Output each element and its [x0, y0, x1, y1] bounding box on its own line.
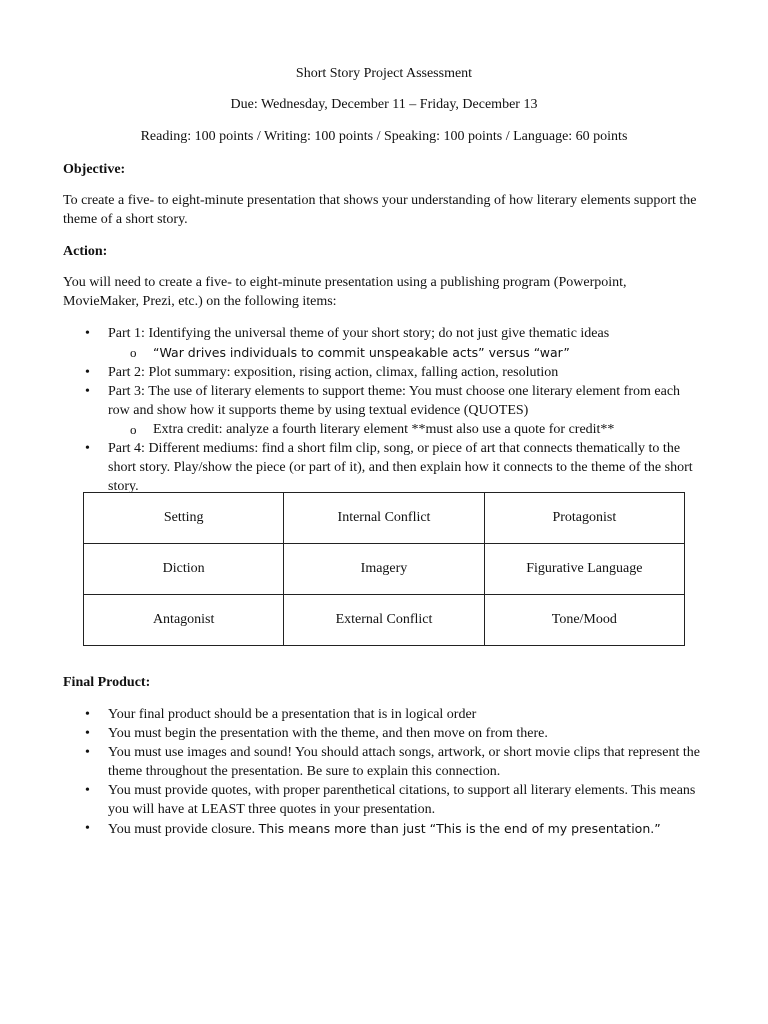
action-part-1: Part 1: Identifying the universal theme of your short story; do not just give thematic ideas: [108, 326, 610, 341]
list-item: [63, 363, 703, 382]
table-cell: Antagonist: [84, 595, 284, 646]
list-item: [63, 819, 703, 839]
table-cell: Figurative Language: [484, 544, 684, 595]
closure-text: You must provide closure.: [108, 822, 256, 837]
list-item: • You must use images and sound! You should attach songs, artwork, or short movie clips that represent the theme throughout the presentation. Be sure to explain this connection.: [63, 743, 703, 781]
action-heading: Action:: [63, 244, 108, 259]
due-dates: Due: Wednesday, December 11 – Friday, December 13: [230, 97, 538, 112]
table-cell: Internal Conflict: [284, 493, 484, 544]
table-cell: External Conflict: [284, 595, 484, 646]
sub-list-item: [108, 343, 703, 363]
action-part-2: Part 2: Plot summary: exposition, rising action, climax, falling action, resolution: [108, 365, 559, 380]
action-list: [63, 324, 703, 496]
objective-text: To create a five- to eight-minute presentation that shows your understanding of how literary elements support the theme of a short story.: [63, 193, 697, 227]
action-part-3: Part 3: The use of literary elements to support theme: You must choose one literary element from each row and show how it supports theme by using textual evidence (QUOTES): [108, 384, 681, 418]
action-intro: You will need to create a five- to eight-minute presentation using a publishing program (Powerpoint, MovieMaker, Prezi, etc.) on the following items:: [63, 275, 627, 309]
sub-list-item: [108, 420, 703, 439]
closure-quote: This means more than just “This is the end of my presentation.”: [258, 821, 661, 836]
final-product-list: [63, 705, 703, 839]
table-cell: Setting: [84, 493, 284, 544]
list-item: • You must provide quotes, with proper parenthetical citations, to support all literary elements. This means you will have at LEAST three quotes in your presentation.: [63, 781, 703, 819]
theme-example: “War drives individuals to commit unspeakable acts” versus “war”: [153, 345, 570, 360]
literary-elements-table: [83, 492, 685, 646]
table-row: [84, 595, 685, 646]
list-item: [63, 439, 703, 496]
document-title: Short Story Project Assessment: [295, 66, 473, 81]
final-product-heading: Final Product:: [63, 675, 151, 690]
points-breakdown: Reading: 100 points / Writing: 100 points / Speaking: 100 points / Language: 60 points: [140, 129, 628, 144]
table-cell: Protagonist: [484, 493, 684, 544]
extra-credit-note: Extra credit: analyze a fourth literary element **must also use a quote for credit**: [153, 422, 615, 437]
table-row: [84, 544, 685, 595]
table-row: [84, 493, 685, 544]
list-item: • Your final product should be a presentation that is in logical order: [63, 705, 703, 724]
table-cell: Diction: [84, 544, 284, 595]
table-cell: Imagery: [284, 544, 484, 595]
list-item: • You must begin the presentation with the theme, and then move on from there.: [63, 724, 703, 743]
list-item: [63, 324, 703, 363]
list-item: [63, 382, 703, 439]
objective-heading: Objective:: [63, 162, 126, 177]
table-cell: Tone/Mood: [484, 595, 684, 646]
action-part-4: Part 4: Different mediums: find a short film clip, song, or piece of art that connects thematically to the short story. Play/show the piece (or part of it), and then explain how it connects to the theme of the short story.: [108, 441, 693, 494]
